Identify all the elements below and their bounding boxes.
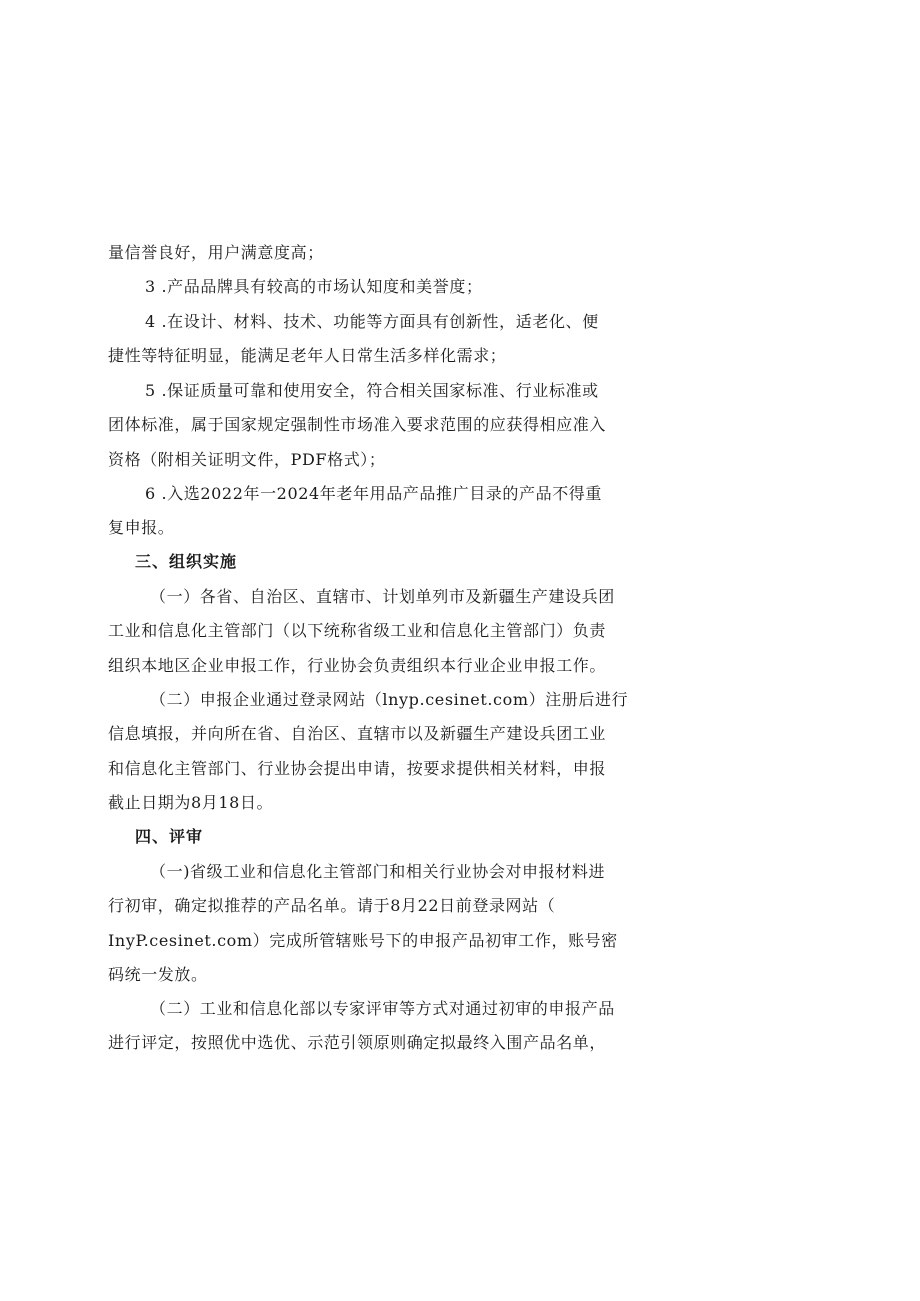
list-item-4: 4 .在设计、材料、技术、功能等方面具有创新性，适老化、便 [145, 312, 599, 331]
text-line: 和信息化主管部门、行业协会提出申请，按要求提供相关材料，申报 [108, 759, 607, 778]
text-line: 复申报。 [108, 518, 175, 537]
list-item-6: 6 .入选2022年一2024年老年用品产品推广目录的产品不得重 [145, 484, 602, 503]
text-line: 资格（附相关证明文件，PDF格式）； [108, 450, 386, 469]
text-line: 截止日期为8月18日。 [108, 793, 274, 812]
paragraph-start: （二）申报企业通过登录网站（lnyp.cesinet.com）注册后进行 [150, 690, 629, 709]
text-line: InyP.cesinet.com）完成所管辖账号下的申报产品初审工作，账号密 [108, 931, 618, 950]
list-item-5: 5 .保证质量可靠和使用安全，符合相关国家标准、行业标准或 [145, 381, 599, 400]
text-line: 量信誉良好，用户满意度高； [108, 243, 324, 262]
text-line: 行初审，确定拟推荐的产品名单。请于8月22日前登录网站（ [108, 896, 556, 915]
text-line: 工业和信息化主管部门（以下统称省级工业和信息化主管部门）负责 [108, 621, 607, 640]
section-heading-4: 四、评审 [135, 827, 204, 846]
text-line: 信息填报，并向所在省、自治区、直辖市以及新疆生产建设兵团工业 [108, 724, 607, 743]
text-line: 捷性等特征明显，能满足老年人日常生活多样化需求； [108, 346, 507, 365]
text-line: 进行评定，按照优中选优、示范引领原则确定拟最终入围产品名单， [108, 1033, 607, 1052]
text-line: 组织本地区企业申报工作，行业协会负责组织本行业企业申报工作。 [108, 656, 607, 675]
paragraph-start: （二）工业和信息化部以专家评审等方式对通过初审的申报产品 [150, 999, 615, 1018]
paragraph-start: （一)省级工业和信息化主管部门和相关行业协会对申报材料进 [150, 862, 606, 881]
section-heading-3: 三、组织实施 [135, 552, 238, 571]
paragraph-start: （一）各省、自治区、直辖市、计划单列市及新疆生产建设兵团 [150, 587, 615, 606]
text-line: 团体标准，属于国家规定强制性市场准入要求范围的应获得相应准入 [108, 415, 607, 434]
text-line: 码统一发放。 [108, 965, 208, 984]
list-item-3: 3 .产品品牌具有较高的市场认知度和美誉度； [145, 277, 483, 296]
